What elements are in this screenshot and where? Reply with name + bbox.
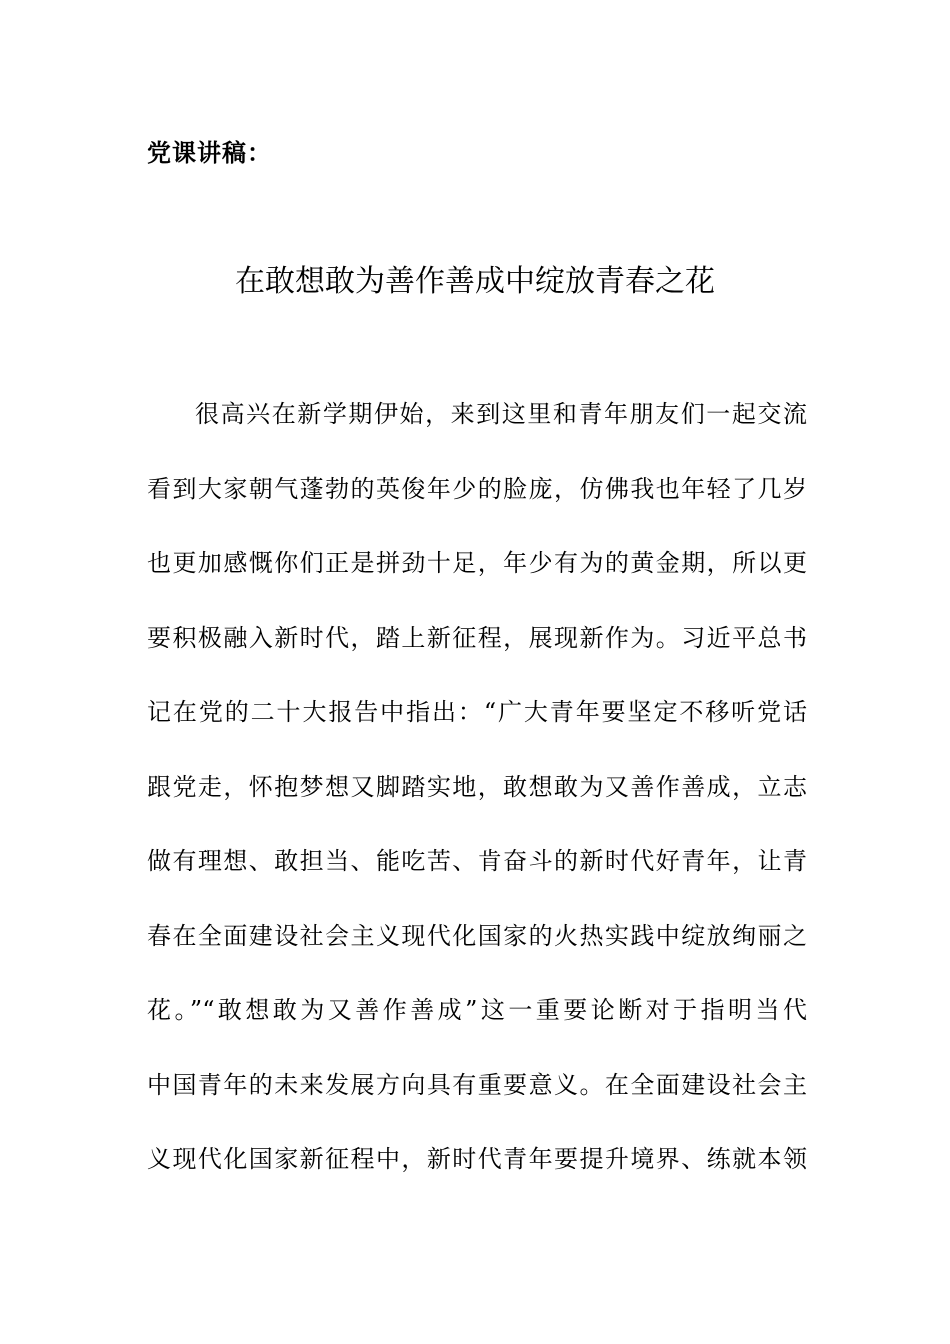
body-line: 做有理想、敢担当、能吃苦、肯奋斗的新时代好青年，让青 [147, 847, 807, 875]
body-line: 花。”“敢想敢为又善作善成”这一重要论断对于指明当代 [147, 996, 807, 1024]
body-line: 要积极融入新时代，踏上新征程，展现新作为。习近平总书 [147, 623, 807, 652]
body-line: 记在党的二十大报告中指出：“广大青年要坚定不移听党话 [147, 698, 807, 726]
body-line: 也更加感慨你们正是拼劲十足，年少有为的黄金期，所以更 [147, 549, 807, 577]
document-title: 在敢想敢为善作善成中绽放青春之花 [235, 264, 715, 299]
body-line: 跟党走，怀抱梦想又脚踏实地，敢想敢为又善作善成，立志 [147, 772, 807, 801]
body-line: 很高兴在新学期伊始，来到这里和青年朋友们一起交流 [195, 400, 807, 428]
body-line: 看到大家朝气蓬勃的英俊年少的脸庞，仿佛我也年轻了几岁 [147, 474, 807, 503]
body-line: 中国青年的未来发展方向具有重要意义。在全面建设社会主 [147, 1070, 807, 1099]
document-body [147, 392, 807, 1212]
body-line: 义现代化国家新征程中，新时代青年要提升境界、练就本领 [147, 1145, 807, 1173]
document-label: 党课讲稿： [147, 139, 272, 167]
body-line: 春在全面建设社会主义现代化国家的火热实践中绽放绚丽之 [147, 921, 807, 950]
